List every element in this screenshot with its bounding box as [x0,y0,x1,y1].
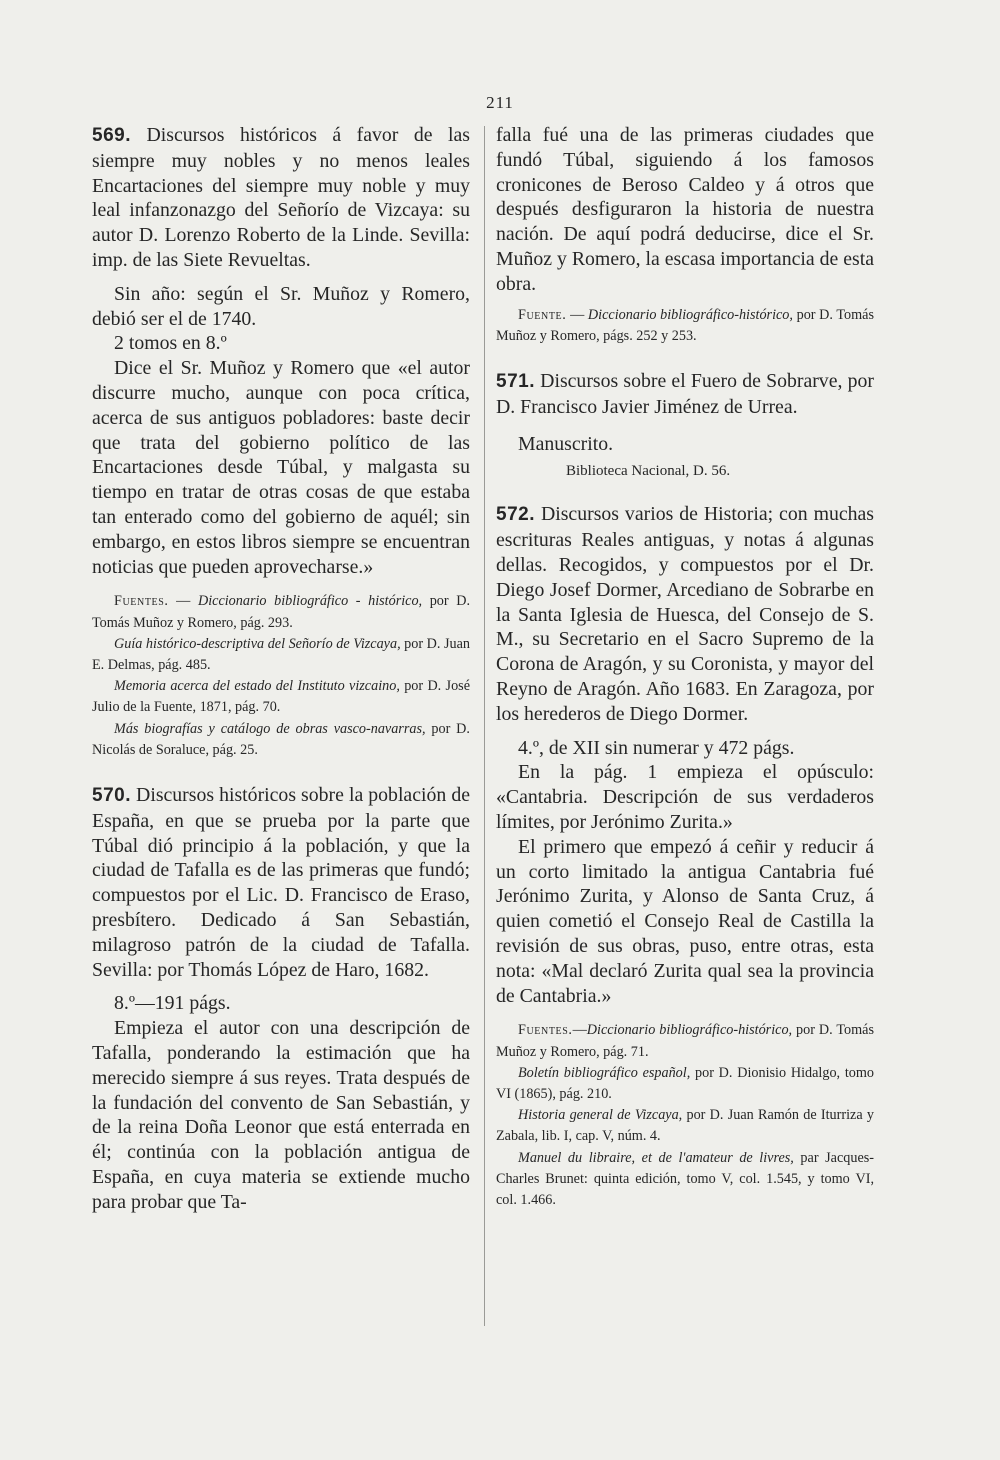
source-label: Fuentes. [518,1022,573,1039]
source-title: Diccionario bibliográfico - histórico, [197,593,423,610]
source-detail: por D. Dionisio Hidalgo, tomo VI (1865), pág. 210. [496,1064,874,1102]
source-title: Manuel du libraire, et de l'amateur de livres, [518,1149,794,1166]
source-separator: — [572,1022,587,1039]
source-line [92,719,470,761]
source-detail: por D. Tomás Muñoz y Romero, pág. 71. [496,1022,875,1060]
entry-number: 571. [496,370,535,392]
entry-paragraph: falla fué una de las primeras ciudades que fundó Túbal, siguiendo á los famosos cronicones de Beroso Caldeo y á otros que después desfiguraron la historia de nuestra nación. De aquí podrá deducirse, dice el Sr. Muñoz y Romero, la escasa importancia de esta obra. [496,124,874,295]
entry-heading [92,123,470,273]
source-separator: — [566,306,588,323]
source-line [496,1148,874,1212]
page-number: 211 [486,93,514,112]
left-column [92,123,470,1215]
entry-number: 572. [496,504,535,526]
source-line [92,591,470,633]
source-detail: por D. Tomás Muñoz y Romero, pág. 293. [92,593,470,631]
source-detail: por D. José Julio de la Fuente, 1871, pág. 70. [92,678,470,716]
source-label: Fuente. [518,306,567,323]
source-line [496,1105,874,1147]
column-divider [484,126,485,1326]
source-title: Boletín bibliográfico español, [518,1064,691,1081]
source-detail: por D. Tomás Muñoz y Romero, págs. 252 y 253. [496,306,875,344]
source-title: Memoria acerca del estado del Instituto vizcaino, [114,678,400,695]
entry-paragraph: 4.º, de XII sin numerar y 472 págs. [518,736,795,759]
sources-block [496,305,874,347]
source-line [92,634,470,676]
entry-paragraph: Sin año: según el Sr. Muñoz y Romero, debió ser el de 1740. [92,282,470,330]
source-label: Fuentes. [114,593,169,610]
entry-title: Discursos históricos sobre la población de España, en que se prueba por la parte que Túbal dió principio á la población, y que la ciudad de Tafalla es de las primeras que fundó; compuestos por el Lic. D. Francisco de Eraso, presbítero. Dedicado á San Sebastián, milagroso patrón de la ciudad de Tafalla. Sevilla: por Thomás López de Haro, 1682. [92,783,470,981]
entry-paragraph: 8.º—191 págs. [114,992,231,1015]
library-location: Biblioteca Nacional, D. 56. [566,463,731,480]
source-detail: por D. Juan E. Delmas, pág. 485. [92,635,470,673]
entry-title: Discursos históricos á favor de las siempre muy nobles y no menos leales Encartaciones del siempre muy noble y muy leal infanzonazgo del Señorío de Vizcaya: su autor D. Lorenzo Roberto de la Linde. Sevilla: imp. de las Siete Revueltas. [92,124,470,271]
entry-paragraph: En la pág. 1 empieza el opúsculo: «Cantabria. Descripción de sus verdaderos límites, por Jerónimo Zurita.» [496,761,874,833]
entry-heading [496,502,874,726]
source-title: Historia general de Vizcaya, [518,1107,683,1124]
entry-paragraph: El primero que empezó á ceñir y reducir á un corto limitado la antigua Cantabria fué Jerónimo Zurita, y Alonso de Santa Cruz, á quien cometió el Consejo Real de Castilla la revisión de sus obras, puso, entre otras, esta nota: «Mal declaró Zurita qual sea la provincia de Cantabria.» [496,835,874,1007]
source-title: Diccionario bibliográfico-histórico, [587,306,793,323]
source-detail: par Jacques-Charles Brunet: quinta edición, tomo V, col. 1.545, y tomo VI, col. 1.466. [496,1149,874,1208]
source-detail: por D. Nicolás de Soraluce, pág. 25. [92,720,470,758]
entry-570 [92,783,470,1215]
source-title: Diccionario bibliográfico-histórico, [586,1022,793,1039]
source-title: Más biografías y catálogo de obras vasco-navarras, [114,720,426,737]
sources-block [92,591,470,761]
entry-paragraph: Manuscrito. [518,432,614,455]
entry-570-continued [496,123,874,347]
source-detail: por D. Juan Ramón de Iturriza y Zabala, lib. I, cap. V, núm. 4. [496,1107,874,1145]
source-separator: — [168,593,198,610]
entry-572 [496,502,874,1211]
source-line [496,1020,874,1062]
entry-number: 569. [92,125,131,146]
entry-number: 570. [92,784,131,806]
entry-heading [496,369,874,420]
source-line [92,676,470,718]
entry-paragraph: 2 tomos en 8.º [114,332,227,355]
source-title: Guía histórico-descriptiva del Señorío de Vizcaya, [114,635,401,652]
right-column [496,123,874,1211]
source-line [496,305,874,347]
entry-571 [496,369,874,482]
entry-569 [92,123,470,761]
entry-paragraph: Empieza el autor con una descripción de Tafalla, ponderando la estimación que ha merecido siempre á sus reyes. Trata después de la fundación del convento de San Sebastián, y de la reina Doña Leonor que está enterrada en él; continúa con la población antigua de España, en cuya materia se extiende mucho para probar que Ta- [92,1017,470,1213]
entry-title: Discursos varios de Historia; con muchas escrituras Reales antiguas, y notas á algunas dellas. Recogidos, y compuestos por el Dr. Diego Josef Dormer, Arcediano de Sobrarbe en la Santa Iglesia de Huesca, del Consejo de S. M., su Secretario en el Sacro Supremo de la Corona de Aragón, y su Coronista, y mayor del Reyno de Aragón. Año 1683. En Zaragoza, por los herederos de Diego Dormer. [496,503,874,725]
sources-block [496,1020,874,1211]
entry-paragraph: Dice el Sr. Muñoz y Romero que «el autor discurre mucho, aunque con poca crítica, acerca de sus antiguos pobladores: baste decir que trata del gobierno político de las Encartaciones desde Túbal, y malgasta su tiempo en tratar de otras cosas de que estaba tan enterado como del gobierno de aquél; sin embargo, en estos libros siempre se encuentran noticias que pueden aprovecharse.» [92,357,470,578]
entry-title: Discursos sobre el Fuero de Sobrarve, por D. Francisco Javier Jiménez de Urrea. [496,369,874,418]
entry-heading [92,783,470,982]
source-line [496,1063,874,1105]
